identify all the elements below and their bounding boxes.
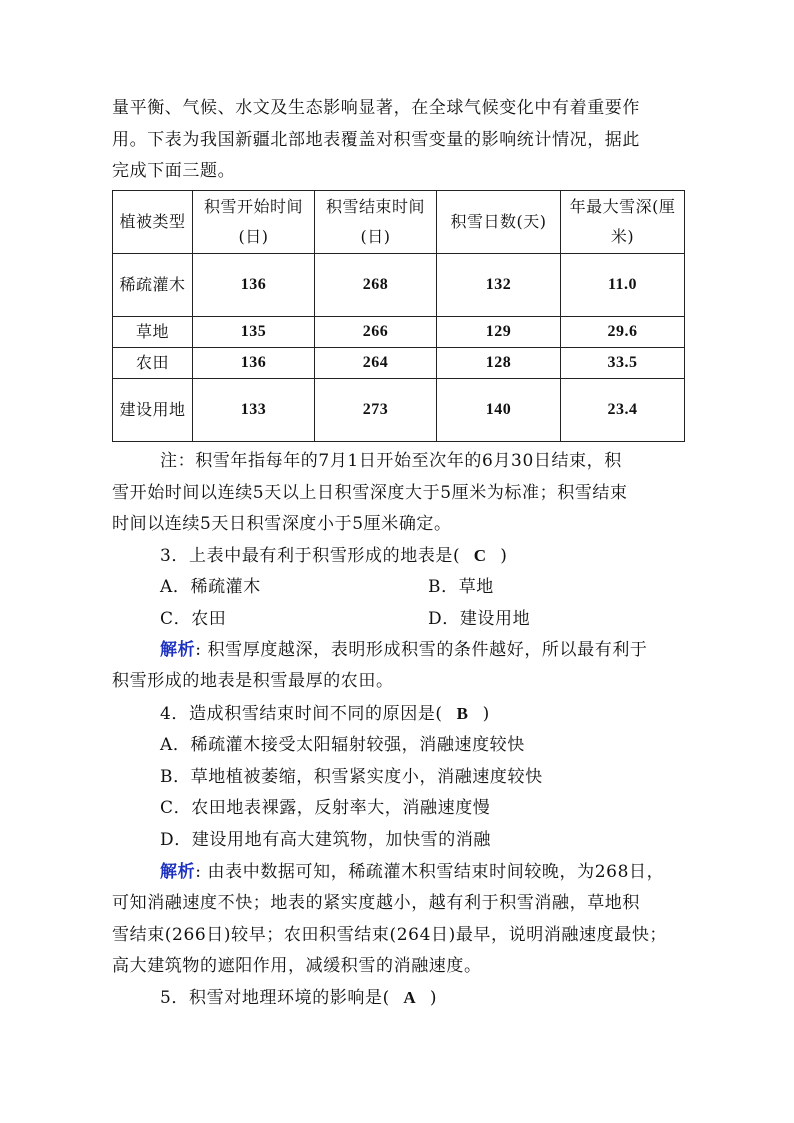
explanation-label: 解析 [160,862,196,882]
note-line-1: 注：积雪年指每年的7月1日开始至次年的6月30日结束，积 [160,451,622,471]
question-4-explanation-line-1 [160,861,684,883]
table-cell-type: 草地 [113,317,193,348]
table-cell-type: 建设用地 [113,379,193,442]
question-4-explanation-line-2: 可知消融速度不快；地表的紧实度越小，越有利于积雪消融，草地积 [112,893,640,913]
table-row [113,317,685,348]
question-3-text: 3．上表中最有利于积雪形成的地表是( [160,546,461,566]
table-cell: 264 [315,348,437,379]
question-5-text: 5．积雪对地理环境的影响是( [160,988,390,1008]
table-cell: 128 [437,348,561,379]
table-header-row [113,191,685,254]
question-5-close: ) [429,988,438,1008]
question-5-answer: A [403,988,417,1007]
table-header-cell: 年最大雪深(厘米) [561,191,685,254]
question-3-explanation-line-1 [160,639,684,661]
table-cell: 133 [193,379,315,442]
snow-cover-table [112,190,685,442]
question-4-option-b: B．草地植被萎缩，积雪紧实度小，消融速度较快 [160,767,543,787]
table-cell: 273 [315,379,437,442]
question-4-explanation-line-3: 雪结束(266日)较早；农田积雪结束(264日)最早，说明消融速度最快； [112,925,668,945]
table-cell: 136 [193,254,315,317]
table-header-cell: 积雪开始时间(日) [193,191,315,254]
table-row [113,348,685,379]
intro-line-2: 用。下表为我国新疆北部地表覆盖对积雪变量的影响统计情况，据此 [112,130,640,150]
table-cell: 135 [193,317,315,348]
table-cell: 29.6 [561,317,685,348]
table-cell: 268 [315,254,437,317]
question-4-stem [160,703,732,725]
table-header-cell: 积雪结束时间(日) [315,191,437,254]
question-3-option-a: A．稀疏灌木 [160,577,261,597]
table-cell: 266 [315,317,437,348]
question-4-option-c: C．农田地表裸露，反射率大，消融速度慢 [160,798,491,818]
question-3-option-b: B．草地 [428,577,494,597]
table-cell: 129 [437,317,561,348]
table-cell: 140 [437,379,561,442]
table-cell: 11.0 [561,254,685,317]
note-line-3: 时间以连续5天日积雪深度小于5厘米确定。 [112,514,452,534]
intro-line-1: 量平衡、气候、水文及生态影响显著，在全球气候变化中有着重要作 [112,98,640,118]
table-cell: 136 [193,348,315,379]
table-cell-type: 农田 [113,348,193,379]
question-3-option-c: C．农田 [160,609,227,629]
table-header-cell: 积雪日数(天) [437,191,561,254]
question-3-stem [160,545,732,567]
question-4-close: ) [482,704,490,724]
table-cell: 33.5 [561,348,685,379]
table-header-cell: 植被类型 [113,191,193,254]
table-row [113,254,685,317]
question-3-close: ) [500,546,508,566]
explanation-text: : 积雪厚度越深，表明形成积雪的条件越好，所以最有利于 [195,640,648,660]
explanation-text: : 由表中数据可知，稀疏灌木积雪结束时间较晚，为268日， [195,862,665,882]
question-4-option-d: D．建设用地有高大建筑物，加快雪的消融 [160,830,492,850]
table-cell-type: 稀疏灌木 [113,254,193,317]
question-4-text: 4．造成积雪结束时间不同的原因是( [160,704,443,724]
note-line-2: 雪开始时间以连续5天以上日积雪深度大于5厘米为标准；积雪结束 [112,483,628,503]
question-3-explanation-line-2: 积雪形成的地表是积雪最厚的农田。 [112,671,394,691]
question-3-answer: C [473,546,487,565]
question-4-answer: B [456,704,469,723]
question-3-option-d: D．建设用地 [428,609,531,629]
question-4-option-a: A．稀疏灌木接受太阳辐射较强，消融速度较快 [160,735,525,755]
table-row [113,379,685,442]
table-cell: 23.4 [561,379,685,442]
intro-line-3: 完成下面三题。 [112,161,236,181]
question-4-explanation-line-4: 高大建筑物的遮阳作用，减缓积雪的消融速度。 [112,956,482,976]
question-5-stem [160,987,732,1009]
explanation-label: 解析 [160,640,196,660]
table-cell: 132 [437,254,561,317]
